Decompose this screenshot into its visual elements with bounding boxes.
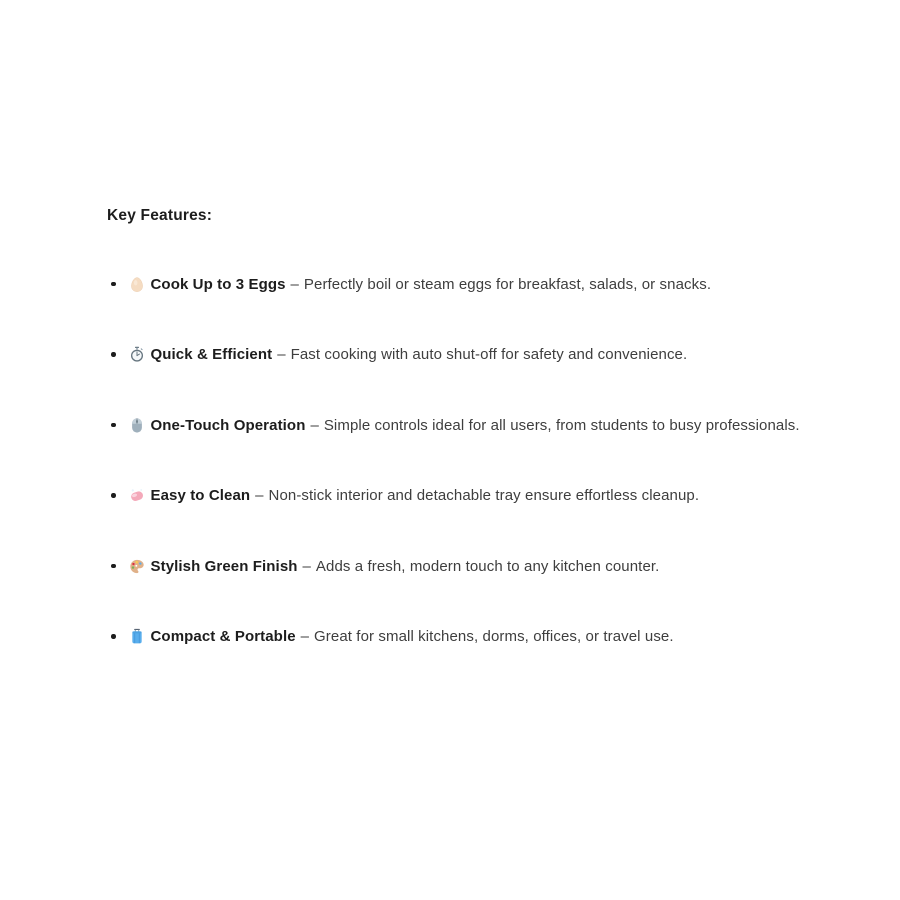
bullet-dot [111,423,116,428]
feature-description: Simple controls ideal for all users, from students to busy professionals. [323,416,800,434]
feature-icon-slot [129,558,145,575]
feature-item [107,344,900,366]
feature-item [107,273,900,295]
feature-icon-slot [129,346,145,363]
bullet-dot [111,634,116,639]
feature-title: Stylish Green Finish [150,557,298,575]
feature-icon-slot [129,487,145,504]
feature-description: Adds a fresh, modern touch to any kitchen counter. [315,557,660,575]
bullet-dot [111,564,116,569]
bullet-dot [111,282,116,287]
feature-separator: – [300,628,310,645]
computer-mouse-icon [129,417,145,434]
feature-icon-slot [129,417,145,434]
soap-icon [129,487,145,504]
features-list [107,273,900,648]
feature-title: Easy to Clean [150,487,251,504]
feature-item [107,626,900,648]
luggage-icon [129,628,145,645]
key-features-heading: Key Features: [107,207,213,224]
feature-separator: – [277,346,286,363]
feature-title: Compact & Portable [150,628,296,645]
egg-icon [129,276,145,293]
feature-description: Non-stick interior and detachable tray ensure effortless cleanup. [268,487,700,504]
feature-title: Quick & Efficient [150,346,273,363]
bullet-dot [111,493,116,498]
feature-description: Perfectly boil or steam eggs for breakfast, salads, or snacks. [303,275,712,293]
feature-separator: – [290,275,299,293]
bullet-dot [111,352,116,357]
feature-description: Great for small kitchens, dorms, offices, or travel use. [314,628,674,645]
feature-icon-slot [129,276,145,293]
feature-item [107,555,900,577]
feature-item [107,414,900,436]
feature-description: Fast cooking with auto shut-off for safety and convenience. [290,346,688,363]
feature-separator: – [255,487,264,504]
palette-icon [129,558,145,575]
stopwatch-icon [129,346,145,363]
feature-title: One-Touch Operation [150,416,306,434]
feature-item [107,485,900,507]
feature-separator: – [310,416,319,434]
feature-separator: – [302,557,311,575]
feature-icon-slot [129,628,145,645]
feature-title: Cook Up to 3 Eggs [150,275,286,293]
